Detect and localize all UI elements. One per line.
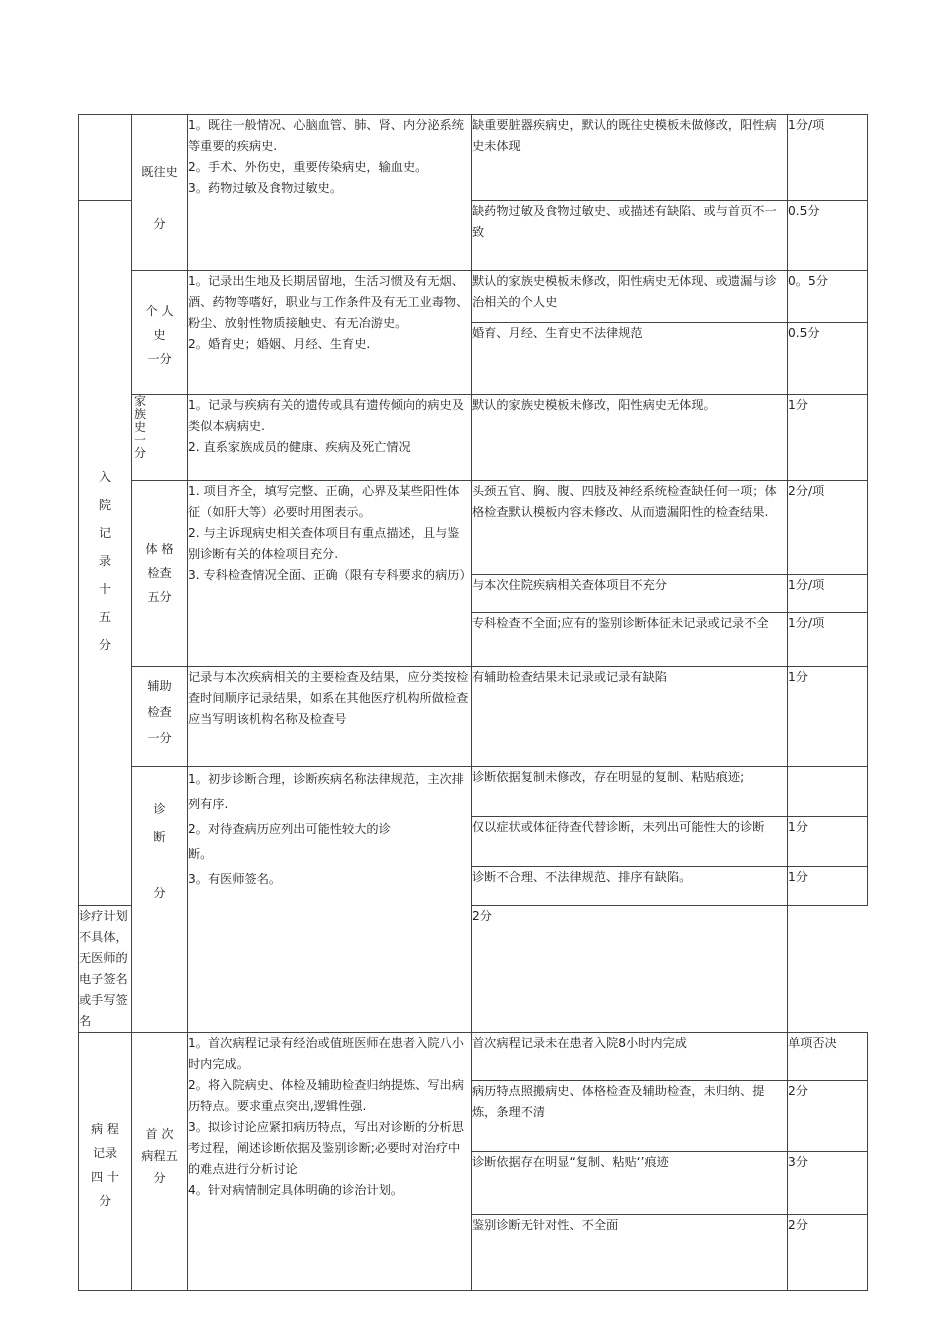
criteria-cell	[188, 1033, 472, 1291]
section-label: 病 程 记录 四 十 分	[91, 1122, 119, 1208]
item-label: 首 次 病程五 分	[141, 1127, 178, 1185]
score-text: 2分	[472, 909, 492, 923]
deduction-text: 头颈五官、胸、腹、四肢及神经系统检查缺任何一项；体格检查默认模板内容未修改、从而遗漏阳性的检查结果.	[472, 484, 777, 519]
item-label: 诊 断 分	[153, 802, 166, 900]
deduction-cell	[472, 271, 788, 323]
item-cell	[132, 767, 188, 1033]
score-cell	[788, 667, 868, 767]
deduction-cell	[472, 575, 788, 613]
deduction-cell	[472, 201, 788, 271]
score-cell	[788, 867, 868, 906]
deduction-text: 缺药物过敏及食物过敏史、或描述有缺陷、或与首页不一致	[472, 204, 777, 239]
criteria-text: 1。首次病程记录有经治或值班医师在患者入院八小时内完成。 2。将入院病史、体检及辅助检查归纳提炼、写出病历特点。要求重点突出,逻辑性强. 3。拟诊讨论应紧扣病历特点，写出对诊断的分析思考过程，阐述诊断依据及鉴别诊断;必要时对治疗中的难点进行分析讨论 4。针对病情制定具体明确的诊治计划。	[188, 1036, 464, 1197]
score-cell	[788, 817, 868, 867]
score-cell	[788, 575, 868, 613]
item-label: 家 族 史 一 分	[134, 394, 147, 460]
score-cell	[472, 906, 788, 1033]
score-cell	[788, 1215, 868, 1291]
deduction-text: 婚育、月经、生育史不法律规范	[472, 326, 643, 340]
item-label: 体 格 检查 五分	[145, 542, 174, 604]
item-cell	[132, 481, 188, 667]
deduction-cell	[472, 395, 788, 481]
section-cell-admission	[79, 201, 132, 906]
deduction-text: 诊断依据复制未修改，存在明显的复制、粘贴痕迹;	[472, 770, 745, 784]
score-text: 1分	[788, 870, 808, 884]
score-cell	[788, 767, 868, 817]
criteria-text: 记录与本次疾病相关的主要检查及结果，应分类按检查时间顺序记录结果，如系在其他医疗机构所做检查应当写明该机构名称及检查号	[188, 670, 469, 726]
deduction-text: 专科检查不全面;应有的鉴别诊断体征未记录或记录不全	[472, 616, 769, 630]
criteria-text: 1。记录出生地及长期居留地，生活习惯及有无烟、酒、药物等嗜好，职业与工作条件及有无工业毒物、粉尘、放射性物质接触史、有无冶游史。 2。婚育史；婚姻、月经、生育史.	[188, 274, 469, 351]
score-text: 2分/项	[788, 484, 825, 498]
deduction-cell	[472, 481, 788, 575]
item-label: 既往史 分	[141, 165, 178, 231]
score-cell	[788, 323, 868, 395]
score-text: 1分	[788, 820, 808, 834]
score-text: 0.5分	[788, 326, 820, 340]
section-cell-progress	[79, 1033, 132, 1291]
score-text: 0。5分	[788, 274, 828, 288]
score-text: 1分	[788, 398, 808, 412]
deduction-cell	[79, 906, 132, 1033]
deduction-text: 缺重要脏器疾病史，默认的既往史模板未做修改，阳性病史未体现	[472, 118, 777, 153]
score-cell	[788, 1152, 868, 1215]
deduction-cell	[472, 817, 788, 867]
criteria-text: 1。既往一般情况、心脑血管、肺、肾、内分泌系统等重要的疾病史. 2。手术、外伤史，重要传染病史，输血史。 3。药物过敏及食物过敏史。	[188, 118, 464, 195]
item-cell	[132, 115, 188, 271]
criteria-text: 1。记录与疾病有关的遗传或具有遗传倾向的病史及类似本病病史. 2. 直系家族成员的健康、疾病及死亡情况	[188, 398, 464, 454]
score-cell	[788, 481, 868, 575]
score-cell	[788, 1033, 868, 1081]
score-text: 1分	[788, 670, 808, 684]
criteria-cell	[188, 667, 472, 767]
deduction-text: 首次病程记录未在患者入院8小时内完成	[472, 1036, 687, 1050]
deduction-cell	[472, 323, 788, 395]
table-row	[79, 767, 868, 817]
scoring-table	[78, 114, 868, 1291]
section-cell-top	[79, 115, 132, 201]
criteria-cell	[188, 481, 472, 667]
deduction-cell	[472, 115, 788, 201]
deduction-cell	[472, 767, 788, 817]
deduction-cell	[472, 1081, 788, 1152]
item-cell	[132, 271, 188, 395]
table-row	[79, 271, 868, 323]
score-cell	[788, 1081, 868, 1152]
section-label: 入 院 记 录 十 五 分	[98, 470, 112, 652]
deduction-cell	[472, 1033, 788, 1081]
score-cell	[788, 201, 868, 271]
deduction-text: 默认的家族史模板未修改，阳性病史无体现、或遗漏与诊治相关的个人史	[472, 274, 777, 309]
item-cell	[132, 1033, 188, 1291]
criteria-cell	[188, 271, 472, 395]
deduction-cell	[472, 1215, 788, 1291]
score-cell	[788, 395, 868, 481]
score-text: 2分	[788, 1218, 808, 1232]
deduction-text: 有辅助检查结果未记录或记录有缺陷	[472, 670, 667, 684]
criteria-cell	[188, 395, 472, 481]
item-label: 个 人 史 一分	[145, 304, 174, 366]
deduction-cell	[472, 667, 788, 767]
deduction-cell	[472, 1152, 788, 1215]
item-cell	[132, 395, 188, 481]
score-text: 3分	[788, 1155, 808, 1169]
table-row	[79, 667, 868, 767]
criteria-cell	[188, 767, 472, 1033]
criteria-text: 1. 项目齐全，填写完整、正确，心界及某些阳性体征（如肝大等）必要时用图表示。 2. 与主诉现病史相关查体项目有重点描述，且与鉴别诊断有关的体检项目充分. 3. 专科检查情况全面、正确（限有专科要求的病历）	[188, 484, 472, 582]
deduction-text: 仅以症状或体征待查代替诊断，未列出可能性大的诊断	[472, 820, 765, 834]
deduction-text: 默认的家族史模板未修改，阳性病史无体现。	[472, 398, 716, 412]
table-row	[79, 1033, 868, 1081]
score-cell	[788, 271, 868, 323]
deduction-cell	[472, 613, 788, 667]
deduction-text: 诊断依据存在明显“复制、粘贴‘’痕迹	[472, 1155, 669, 1169]
score-text: 单项否决	[788, 1036, 837, 1050]
criteria-cell	[188, 115, 472, 271]
item-label: 辅助 检查 一分	[147, 679, 172, 745]
deduction-text: 诊疗计划不具体，无医师的电子签名或手写签名	[79, 909, 128, 1028]
score-text: 1分/项	[788, 118, 825, 132]
table-row	[79, 115, 868, 201]
score-cell	[788, 613, 868, 667]
criteria-text: 1。初步诊断合理，诊断疾病名称法律规范，主次排列有序. 2。对待查病历应列出可能性较大的诊 断。 3。有医师签名。	[188, 772, 464, 886]
deduction-cell	[472, 867, 788, 906]
score-text: 1分/项	[788, 578, 825, 592]
item-cell	[132, 667, 188, 767]
deduction-text: 病历特点照搬病史、体格检查及辅助检查，未归纳、提炼，条理不清	[472, 1084, 765, 1119]
table-row	[79, 395, 868, 481]
deduction-text: 与本次住院疾病相关查体项目不充分	[472, 578, 667, 592]
deduction-text: 诊断不合理、不法律规范、排序有缺陷。	[472, 870, 692, 884]
score-text: 2分	[788, 1084, 808, 1098]
score-cell	[788, 115, 868, 201]
table-row	[79, 481, 868, 575]
score-text: 1分/项	[788, 616, 825, 630]
deduction-text: 鉴别诊断无针对性、不全面	[472, 1218, 619, 1232]
score-text: 0.5分	[788, 204, 820, 218]
